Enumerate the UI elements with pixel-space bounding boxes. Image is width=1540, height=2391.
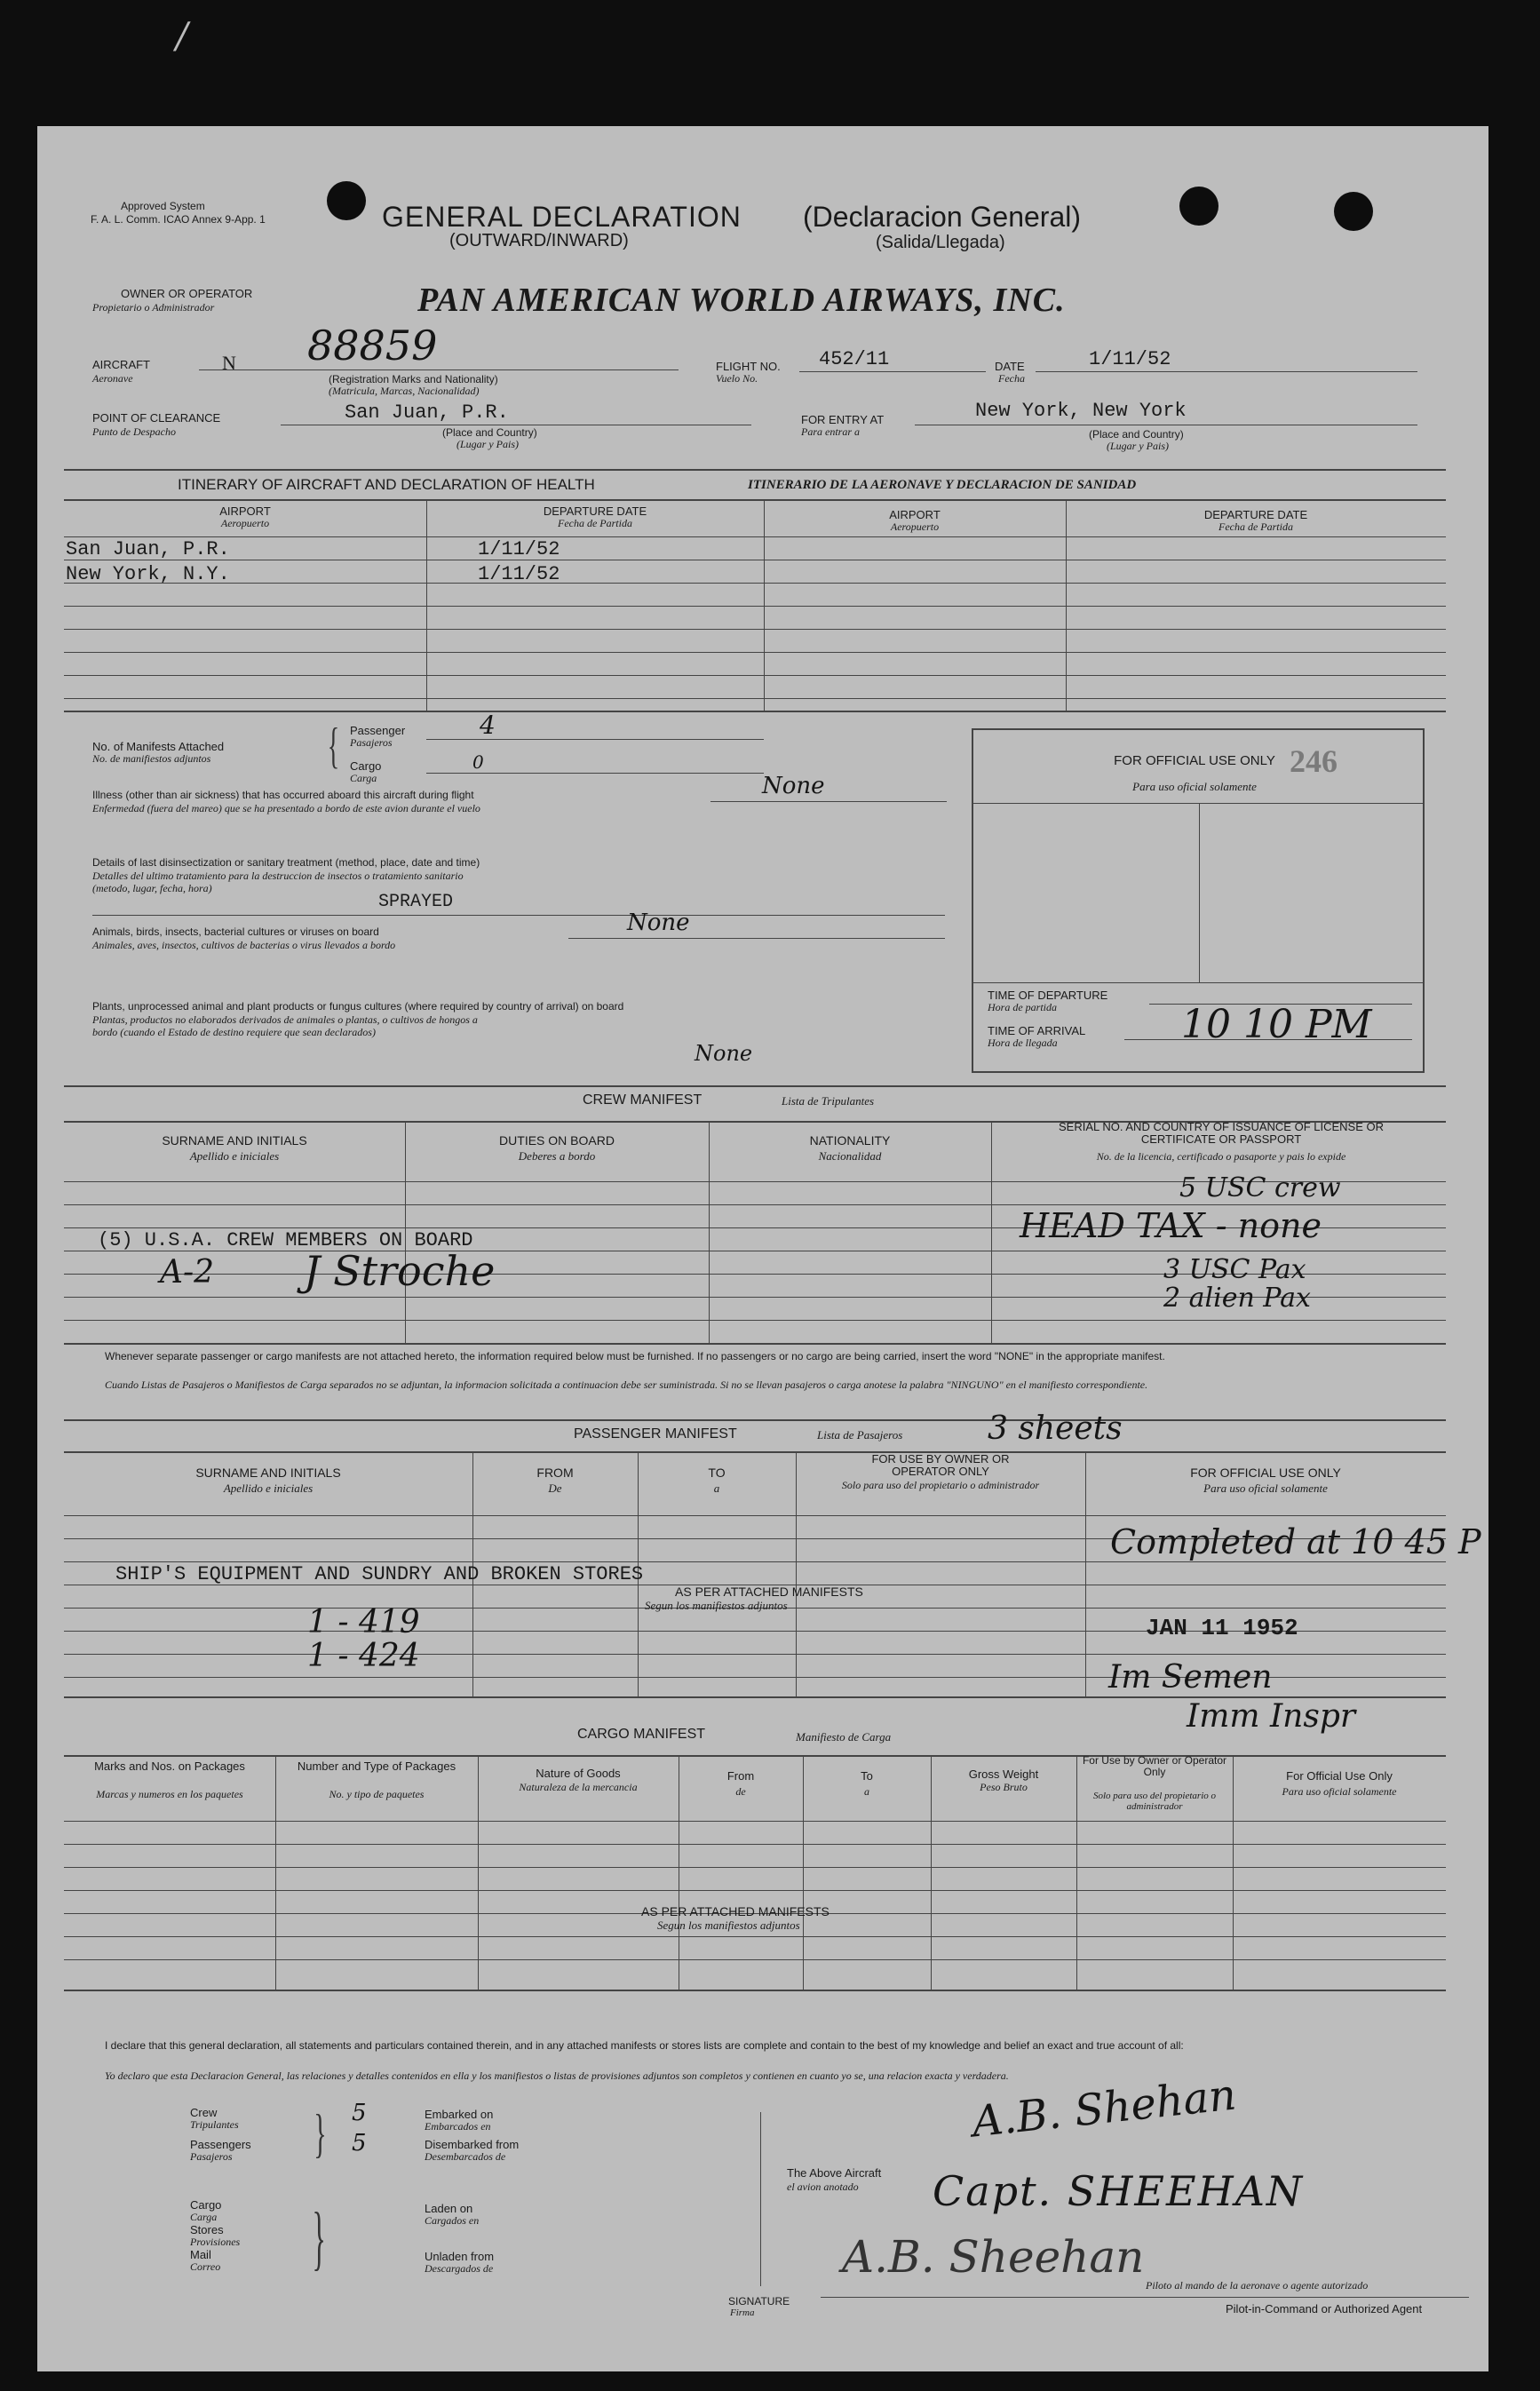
punch-hole <box>1334 192 1373 231</box>
cargo-col-marks: Marks and Nos. on Packages <box>94 1759 245 1773</box>
crew-col-nationality: NATIONALITY <box>809 1133 891 1148</box>
fal-reference: F. A. L. Comm. ICAO Annex 9-App. 1 <box>91 213 266 226</box>
crew-col-surname: SURNAME AND INITIALS <box>162 1133 307 1148</box>
entry-note: (Place and Country) <box>1089 428 1184 441</box>
cargo-col-nature: Nature of Goods <box>536 1767 621 1780</box>
cargo-col-official: For Official Use Only <box>1286 1769 1393 1783</box>
itinerary-title-es: ITINERARIO DE LA AERONAVE Y DECLARACION DE SANIDAD <box>748 478 1137 492</box>
declaration-crew-label: Crew <box>190 2106 218 2119</box>
crew-note-4: 2 alien Pax <box>1163 1283 1311 1314</box>
official-use-title-es: Para uso oficial solamente <box>1132 780 1257 793</box>
clearance-point: San Juan, P.R. <box>345 401 509 424</box>
illness-label: Illness (other than air sickness) that has occurred aboard this aircraft during flight <box>92 789 474 801</box>
pilot-label: Pilot-in-Command or Authorized Agent <box>1226 2302 1423 2316</box>
itinerary-col-airport-2: AIRPORT <box>889 508 941 521</box>
cargo-count: 0 <box>472 751 484 773</box>
cargo-col-weight-es: Peso Bruto <box>980 1781 1028 1793</box>
declaration-cargo-label: Cargo <box>190 2198 222 2212</box>
animals-value: None <box>627 910 690 936</box>
disinsection-label-es: Detalles del ultimo tratamiento para la destruccion de insectos o tratamiento sanitario <box>92 870 464 882</box>
itinerary-col-airport-2-es: Aeropuerto <box>890 520 940 533</box>
passenger-manifest-title-es: Lista de Pasajeros <box>817 1428 903 1442</box>
laden-label-es: Cargados en <box>425 2214 480 2227</box>
plants-value: None <box>695 1041 753 1066</box>
cargo-col-nature-es: Naturaleza de la mercancia <box>519 1781 638 1793</box>
aircraft-label-es: Aeronave <box>92 372 133 385</box>
plants-label-es-2: bordo (cuando el Estado de destino requiere que sean declarados) <box>92 1026 376 1038</box>
unladen-label: Unladen from <box>425 2250 495 2263</box>
itinerary-row-airport: San Juan, P.R. <box>66 538 230 560</box>
crew-col-duties-es: Deberes a bordo <box>518 1149 596 1163</box>
captain-signature: A.B. Sheehan <box>842 2231 1145 2283</box>
cargo-manifest-title: CARGO MANIFEST <box>577 1727 706 1742</box>
crew-col-surname-es: Apellido e iniciales <box>189 1149 280 1163</box>
date-label-es: Fecha <box>998 372 1025 385</box>
passenger-date-stamp: JAN 11 1952 <box>1146 1615 1298 1641</box>
passenger-col-to-es: a <box>713 1481 720 1495</box>
clearance-label: POINT OF CLEARANCE <box>92 411 221 425</box>
entry-point: New York, New York <box>975 400 1187 422</box>
cargo-col-to-es: a <box>864 1785 869 1798</box>
illness-label-es: Enfermedad (fuera del mareo) que se ha presentado a bordo de este avion durante el vuelo <box>92 802 480 814</box>
itinerary-col-departure: DEPARTURE DATE <box>543 504 647 518</box>
illness-value: None <box>762 773 825 799</box>
declaration-crew-count: 5 <box>352 2100 367 2126</box>
cargo-col-from: From <box>726 1769 755 1783</box>
declaration-passengers-label: Passengers <box>190 2138 251 2151</box>
cargo-col-weight: Gross Weight <box>968 1767 1039 1781</box>
departure-time-label-es: Hora de partida <box>988 1001 1057 1013</box>
page-title: GENERAL DECLARATION <box>382 201 742 233</box>
declaration-cargo-label-es: Carga <box>190 2211 218 2223</box>
passenger-col-from: FROM <box>536 1466 574 1480</box>
cargo-manifest-title-es: Manifiesto de Carga <box>796 1730 892 1744</box>
passenger-typed-entry: SHIP'S EQUIPMENT AND SUNDRY AND BROKEN STORES <box>115 1563 644 1585</box>
registration-note-es: (Matricula, Marcas, Nacionalidad) <box>329 385 480 397</box>
page-subtitle: (OUTWARD/INWARD) <box>449 231 629 250</box>
passenger-count: 4 <box>480 711 496 740</box>
cargo-attached-es: Segun los manifiestos adjuntos <box>657 1918 800 1932</box>
embarked-label-es: Embarcados en <box>425 2120 491 2133</box>
declaration-stores-label-es: Provisiones <box>190 2236 241 2248</box>
official-stamp-number: 246 <box>1290 743 1338 779</box>
flight-number: 452/11 <box>819 348 890 370</box>
crew-code: A-2 <box>160 1254 215 1291</box>
passenger-ref-2: 1 - 424 <box>307 1638 420 1674</box>
disinsection-value: SPRAYED <box>378 892 454 912</box>
above-aircraft-label: The Above Aircraft <box>787 2166 882 2180</box>
punch-hole <box>327 181 366 220</box>
animals-label-es: Animales, aves, insectos, cultivos de bacterias o virus llevados a bordo <box>92 939 396 951</box>
declaration-passengers-count: 5 <box>352 2130 367 2157</box>
passenger-col-surname-es: Apellido e iniciales <box>223 1481 314 1495</box>
crew-manifest-title: CREW MANIFEST <box>583 1092 703 1108</box>
passenger-col-to: TO <box>708 1466 726 1480</box>
itinerary-col-departure-es: Fecha de Partida <box>558 517 632 529</box>
passenger-label-es: Pasajeros <box>350 736 393 749</box>
arrival-time-label: TIME OF ARRIVAL <box>988 1024 1086 1037</box>
cargo-col-from-es: de <box>735 1785 746 1798</box>
manifests-label: No. of Manifests Attached <box>92 740 225 753</box>
crew-col-nationality-es: Nacionalidad <box>818 1149 882 1163</box>
passenger-ref-1: 1 - 419 <box>307 1604 420 1640</box>
official-use-title: FOR OFFICIAL USE ONLY <box>1114 753 1275 768</box>
clearance-label-es: Punto de Despacho <box>92 425 176 438</box>
arrival-time-label-es: Hora de llegada <box>988 1037 1058 1049</box>
laden-label: Laden on <box>425 2202 473 2215</box>
itinerary-col-departure-2: DEPARTURE DATE <box>1203 508 1308 521</box>
itinerary-row-airport: New York, N.Y. <box>66 563 230 585</box>
clearance-note-es: (Lugar y Pais) <box>456 438 519 450</box>
passenger-col-official-es: Para uso oficial solamente <box>1203 1481 1328 1495</box>
disembarked-label: Disembarked from <box>425 2138 520 2151</box>
arrival-time-value: 10 10 PM <box>1181 1002 1372 1047</box>
manifests-label-es: No. de manifiestos adjuntos <box>92 752 211 765</box>
aircraft-registration: 88859 <box>307 322 438 369</box>
itinerary-col-airport-es: Aeropuerto <box>220 517 270 529</box>
owner-value: PAN AMERICAN WORLD AIRWAYS, INC. <box>417 282 1066 319</box>
passenger-col-from-es: De <box>548 1481 562 1495</box>
crew-signature: J Stroche <box>304 1247 496 1295</box>
declaration-mail-label: Mail <box>190 2248 211 2261</box>
passenger-col-owner-es: Solo para uso del propietario o administrador <box>841 1479 1040 1491</box>
itinerary-col-airport: AIRPORT <box>219 504 271 518</box>
registration-note: (Registration Marks and Nationality) <box>329 373 498 385</box>
crew-note-3: 3 USC Pax <box>1163 1254 1306 1285</box>
passenger-col-official: FOR OFFICIAL USE ONLY <box>1190 1466 1341 1480</box>
disinsection-label-es-2: (metodo, lugar, fecha, hora) <box>92 882 212 894</box>
itinerary-row-date: 1/11/52 <box>478 563 560 585</box>
declaration-brace: } <box>314 2104 327 2163</box>
manifests-brace: { <box>327 719 340 774</box>
aircraft-label: AIRCRAFT <box>92 358 150 371</box>
itinerary-row-date: 1/11/52 <box>478 538 560 560</box>
crew-col-license-es: No. de la licencia, certificado o pasaporte y pais lo expide <box>1096 1150 1346 1163</box>
crew-note-2: HEAD TAX - none <box>1020 1206 1322 1245</box>
crew-note-1: 5 USC crew <box>1179 1172 1341 1203</box>
cargo-label-es: Carga <box>350 772 377 784</box>
disembarked-label-es: Desembarcados de <box>425 2150 506 2163</box>
cargo-col-owner-es: Solo para uso del propietario o administrador <box>1092 1791 1216 1812</box>
signature-label: SIGNATURE <box>728 2295 790 2308</box>
entry-label: FOR ENTRY AT <box>801 413 885 426</box>
page-title-es: (Declaracion General) <box>803 201 1082 233</box>
entry-note-es: (Lugar y Pais) <box>1107 440 1169 452</box>
owner-label: OWNER OR OPERATOR <box>121 287 253 300</box>
crew-col-license: SERIAL NO. AND COUNTRY OF ISSUANCE OF LICENSE OR CERTIFICATE OR PASSPORT <box>1059 1120 1384 1146</box>
declaration-passengers-label-es: Pasajeros <box>190 2150 233 2163</box>
punch-hole <box>1179 187 1219 226</box>
animals-label: Animals, birds, insects, bacterial cultures or viruses on board <box>92 925 379 938</box>
passenger-attached: AS PER ATTACHED MANIFESTS <box>675 1585 863 1599</box>
approved-system: Approved System <box>121 200 205 212</box>
manifest-notice-es: Cuando Listas de Pasajeros o Manifiestos de Carga separados no se adjuntan, la informacion solicitada a continuacion debe ser suministrada. Si no se llevan pasajeros o carga anotese la palabra "NINGUNO" en el manifiesto correspondiente. <box>105 1378 1148 1391</box>
owner-label-es: Propietario o Administrador <box>92 301 215 314</box>
cargo-col-owner: For Use by Owner or Operator Only <box>1082 1754 1227 1778</box>
date-label: DATE <box>995 360 1025 373</box>
flight-label-es: Vuelo No. <box>716 372 758 385</box>
entry-label-es: Para entrar a <box>801 425 860 438</box>
pilot-label-es: Piloto al mando de la aeronave o agente autorizado <box>1146 2279 1369 2292</box>
cargo-col-to: To <box>861 1769 873 1783</box>
page-subtitle-es: (Salida/Llegada) <box>876 233 1005 252</box>
departure-time-label: TIME OF DEPARTURE <box>988 989 1108 1002</box>
cargo-col-official-es: Para uso oficial solamente <box>1282 1785 1397 1798</box>
declaration-text-es: Yo declaro que esta Declaracion General, las relaciones y detalles contenidos en ella y los manifiestos o listas de provisiones adjuntos son completos y contienen en cuanto yo se, una relacion exacta y verdadera. <box>105 2069 1009 2082</box>
plants-label-es: Plantas, productos no elaborados derivados de animales o plantas, o cultivos de hongos a <box>92 1013 478 1026</box>
cargo-col-number: Number and Type of Packages <box>297 1759 456 1773</box>
clearance-note: (Place and Country) <box>442 426 537 439</box>
passenger-completed-note: Completed at 10 45 P <box>1110 1522 1481 1561</box>
signature-label-es: Firma <box>730 2308 755 2318</box>
cargo-attached: AS PER ATTACHED MANIFESTS <box>641 1904 830 1918</box>
page-mark: / <box>176 16 188 57</box>
inspector-signature: Im Semen <box>1108 1659 1273 1696</box>
plants-label: Plants, unprocessed animal and plant products or fungus cultures (where required by country of arrival) on board <box>92 1000 624 1013</box>
cargo-col-number-es: No. y tipo de paquetes <box>329 1788 425 1800</box>
crew-col-duties: DUTIES ON BOARD <box>499 1133 615 1148</box>
declaration-crew-label-es: Tripulantes <box>190 2118 239 2131</box>
inspector-title: Imm Inspr <box>1187 1698 1356 1735</box>
above-aircraft-label-es: el avion anotado <box>787 2180 859 2193</box>
disinsection-label: Details of last disinsectization or sanitary treatment (method, place, date and time) <box>92 856 480 869</box>
passenger-sheets-note: 3 sheets <box>988 1410 1123 1447</box>
passenger-attached-es: Segun los manifiestos adjuntos <box>645 1599 788 1612</box>
itinerary-col-departure-2-es: Fecha de Partida <box>1219 520 1293 533</box>
passenger-label: Passenger <box>350 724 406 737</box>
crew-manifest-title-es: Lista de Tripulantes <box>782 1094 875 1108</box>
declaration-stores-label: Stores <box>190 2223 224 2236</box>
itinerary-title: ITINERARY OF AIRCRAFT AND DECLARATION OF HEALTH <box>178 476 595 493</box>
unladen-label-es: Descargados de <box>425 2262 494 2275</box>
passenger-col-owner: FOR USE BY OWNER OR OPERATOR ONLY <box>871 1452 1010 1478</box>
cargo-col-marks-es: Marcas y numeros en los paquetes <box>96 1788 243 1800</box>
flight-label: FLIGHT NO. <box>716 360 781 373</box>
declaration-text: I declare that this general declaration, all statements and particulars contained therein, and in any attached manifests or stores lists are complete and contain to the best of my knowledge and belief an exact and true account of all: <box>105 2039 1184 2052</box>
cargo-brace: } <box>312 2199 326 2277</box>
declaration-mail-label-es: Correo <box>190 2260 221 2273</box>
crew-typed-entry: (5) U.S.A. CREW MEMBERS ON BOARD <box>98 1229 473 1251</box>
passenger-manifest-title: PASSENGER MANIFEST <box>574 1426 737 1442</box>
flight-date: 1/11/52 <box>1089 348 1171 370</box>
passenger-col-surname: SURNAME AND INITIALS <box>195 1466 341 1480</box>
cargo-label: Cargo <box>350 759 382 773</box>
aircraft-prefix: N <box>222 352 236 374</box>
signature-initial: A.B. Shehan <box>969 2069 1239 2148</box>
embarked-label: Embarked on <box>425 2108 494 2121</box>
captain-name: Capt. SHEEHAN <box>933 2167 1305 2215</box>
manifest-notice: Whenever separate passenger or cargo manifests are not attached hereto, the information required below must be furnished. If no passengers or no cargo are being carried, insert the word "NONE" in the appropriate manifest. <box>105 1350 1165 1362</box>
